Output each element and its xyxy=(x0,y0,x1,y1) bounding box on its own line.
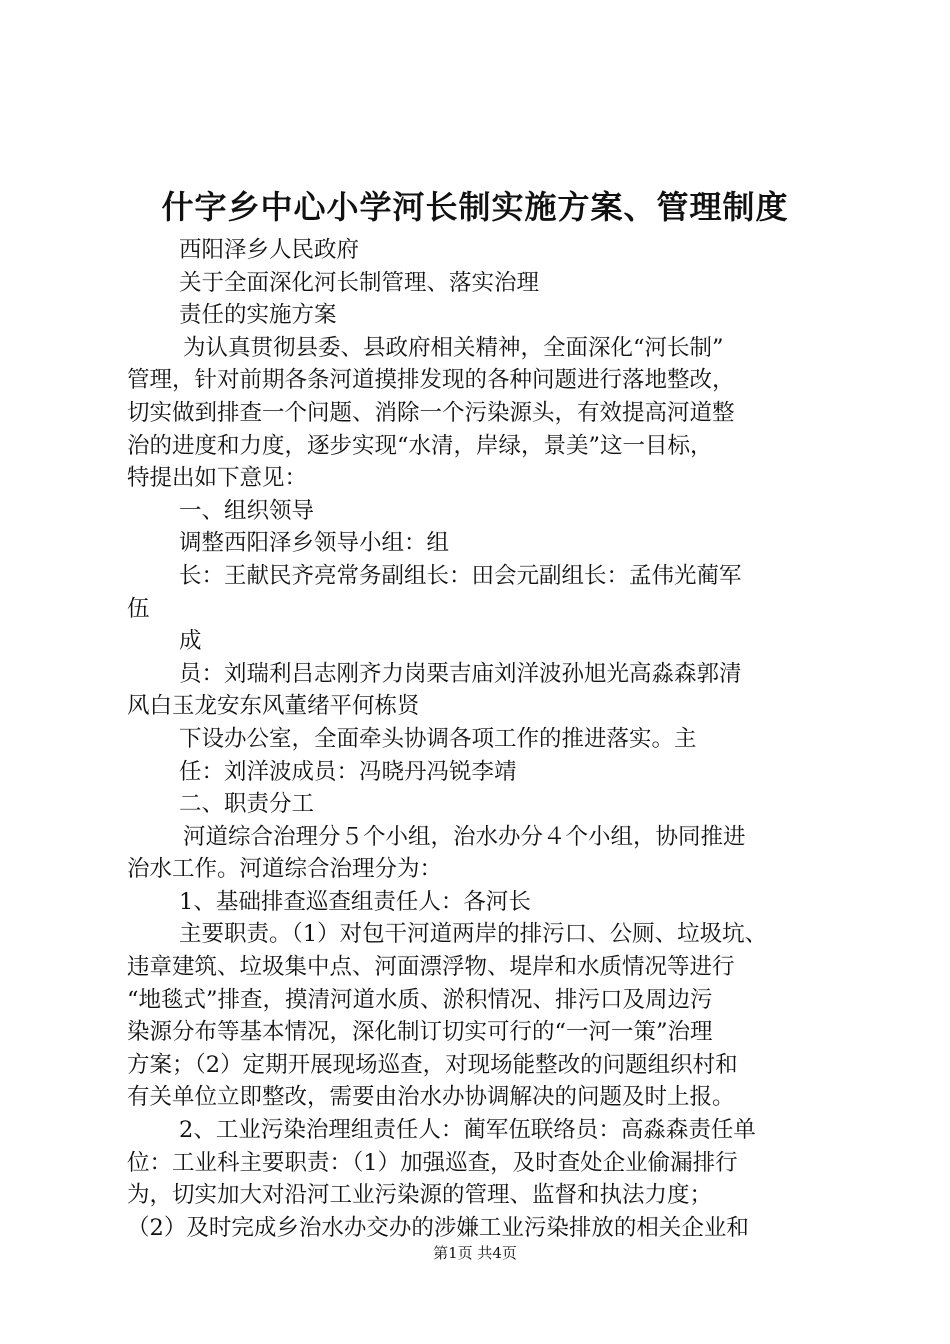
text-line: 长：王献民齐亮常务副组长：田会元副组长：孟伟光蔺军 xyxy=(179,562,742,589)
text-line: 位：工业科主要职责：（1）加强巡查，及时查处企业偷漏排行 xyxy=(127,1149,738,1176)
text-line: （2）及时完成乡治水办交办的涉嫌工业污染排放的相关企业和 xyxy=(127,1214,749,1241)
section-heading: 一、组织领导 xyxy=(179,497,315,524)
text-line: 特提出如下意见： xyxy=(127,465,308,492)
text-line: 责任的实施方案 xyxy=(179,302,337,329)
section-heading: 二、职责分工 xyxy=(179,791,315,818)
text-line: 关于全面深化河长制管理、落实治理 xyxy=(179,269,540,296)
text-line: 治的进度和力度，逐步实现“水清，岸绿，景美”这一目标， xyxy=(127,432,713,459)
text-line: 任：刘洋波成员：冯晓丹冯锐李靖 xyxy=(179,758,517,785)
text-line: 为，切实加大对沿河工业污染源的管理、监督和执法力度； xyxy=(127,1182,713,1209)
subsection-heading: 2、工业污染治理组责任人：蔺军伍联络员：高淼森责任单 xyxy=(179,1117,756,1144)
text-line: 成 xyxy=(179,628,202,655)
text-line: 主要职责。（1）对包干河道两岸的排污口、公厕、垃圾坑、 xyxy=(179,921,768,948)
text-line: 调整西阳泽乡领导小组：组 xyxy=(179,530,450,557)
text-line: 治水工作。河道综合治理分为： xyxy=(127,856,443,883)
text-line: 风白玉龙安东风董绪平何栋贤 xyxy=(127,693,420,720)
text-line: 为认真贯彻县委、县政府相关精神，全面深化“河长制” xyxy=(183,334,724,361)
text-line: 伍 xyxy=(127,595,150,622)
subsection-heading: 1、基础排查巡查组责任人：各河长 xyxy=(179,888,531,915)
document-title: 什字乡中心小学河长制实施方案、管理制度 xyxy=(161,188,789,226)
page-footer: 第1页 共4页 xyxy=(433,1244,517,1262)
text-line: 有关单位立即整改，需要由治水办协调解决的问题及时上报。 xyxy=(127,1084,735,1111)
text-line: 员：刘瑞利吕志刚齐力岗栗吉庙刘洋波孙旭光高淼森郭清 xyxy=(179,660,742,687)
text-line: 违章建筑、垃圾集中点、河面漂浮物、堤岸和水质情况等进行 xyxy=(127,954,735,981)
text-line: 染源分布等基本情况，深化制订切实可行的“一河一策”治理 xyxy=(127,1019,713,1046)
text-line: 方案；（2）定期开展现场巡查，对现场能整改的问题组织村和 xyxy=(127,1051,738,1078)
text-line: 西阳泽乡人民政府 xyxy=(179,237,360,263)
document-body xyxy=(127,234,847,1244)
text-line: “地毯式”排查，摸清河道水质、淤积情况、排污口及周边污 xyxy=(127,986,713,1013)
text-line: 下设办公室，全面牵头协调各项工作的推进落实。主 xyxy=(179,725,697,752)
text-line: 切实做到排查一个问题、消除一个污染源头，有效提高河道整 xyxy=(127,399,735,426)
text-line: 管理，针对前期各条河道摸排发现的各种问题进行落地整改， xyxy=(127,367,735,394)
text-line: 河道综合治理分５个小组，治水办分４个小组，协同推进 xyxy=(183,823,746,850)
